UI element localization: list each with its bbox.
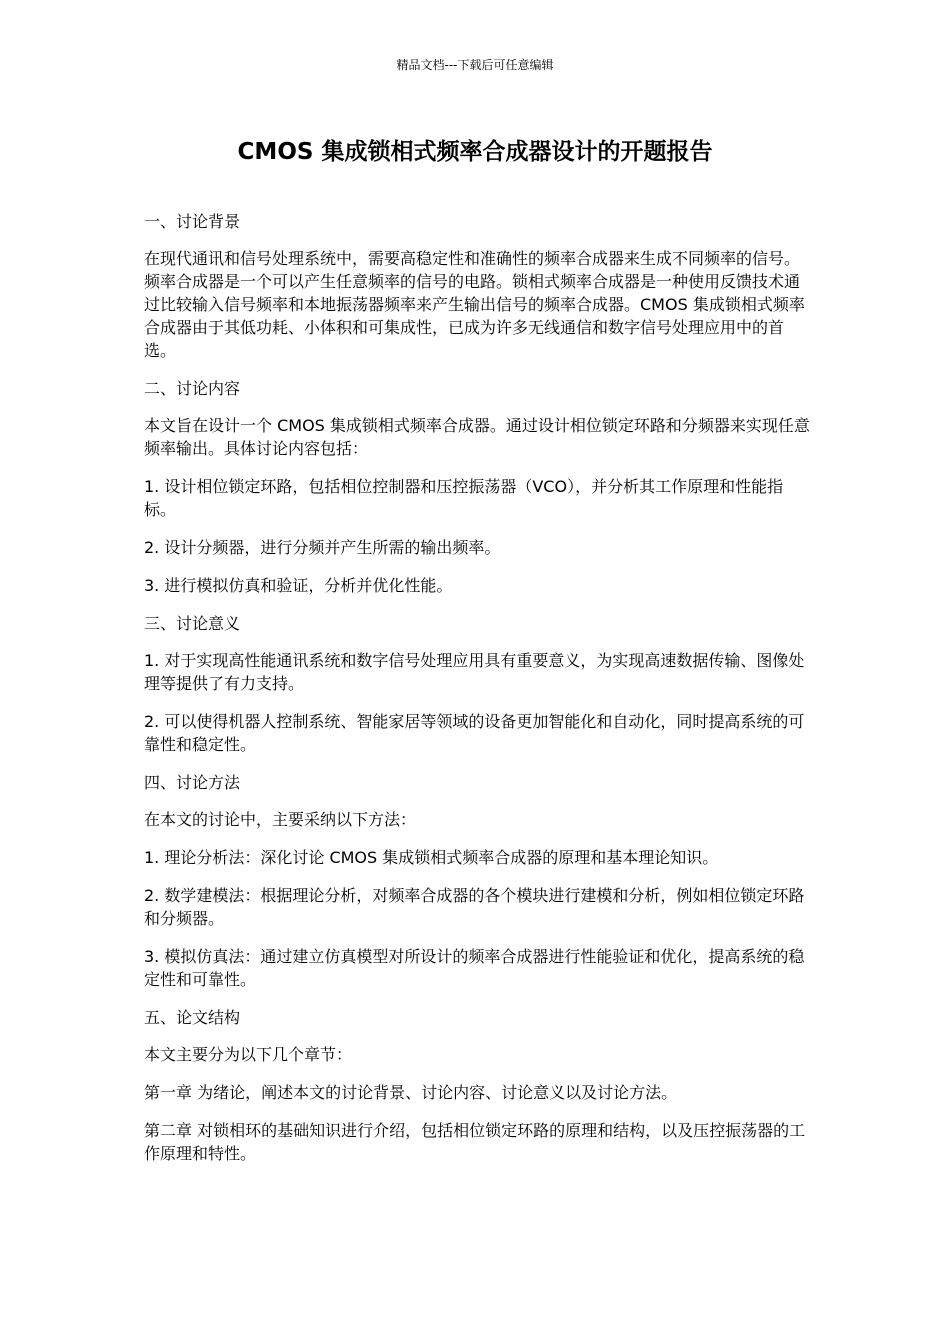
paragraph-structure-chapter-1: 第一章 为绪论，阐述本文的讨论背景、讨论内容、讨论意义以及讨论方法。	[144, 1083, 678, 1102]
paragraph-content-item-1: 1. 设计相位锁定环路，包括相位控制器和压控振荡器（VCO），并分析其工作原理和性能指标。	[144, 477, 784, 519]
section-heading-significance: 三、讨论意义	[144, 614, 241, 633]
paragraph-significance-item-1: 1. 对于实现高性能通讯系统和数字信号处理应用具有重要意义，为实现高速数据传输、图像处理等提供了有力支持。	[144, 651, 805, 693]
document-body	[144, 210, 810, 1180]
paragraph-content-item-2: 2. 设计分频器，进行分频并产生所需的输出频率。	[144, 538, 501, 557]
paragraph-methods-intro: 在本文的讨论中，主要采纳以下方法：	[144, 810, 417, 829]
paragraph-structure-intro: 本文主要分为以下几个章节：	[144, 1045, 353, 1064]
section-heading-background: 一、讨论背景	[144, 212, 241, 231]
document-title: CMOS 集成锁相式频率合成器设计的开题报告	[237, 139, 713, 165]
paragraph-background: 在现代通讯和信号处理系统中，需要高稳定性和准确性的频率合成器来生成不同频率的信号。频率合成器是一个可以产生任意频率的信号的电路。锁相式频率合成器是一种使用反馈技术通过比较输入信号频率和本地振荡器频率来产生输出信号的频率合成器。CMOS 集成锁相式频率合成器由于其低功耗、小体积和可集成性，已成为许多无线通信和数字信号处理应用中的首选。	[144, 249, 805, 360]
section-heading-methods: 四、讨论方法	[144, 773, 241, 792]
paragraph-structure-chapter-2: 第二章 对锁相环的基础知识进行介绍，包括相位锁定环路的原理和结构，以及压控振荡器的工作原理和特性。	[144, 1121, 806, 1163]
paragraph-significance-item-2: 2. 可以使得机器人控制系统、智能家居等领域的设备更加智能化和自动化，同时提高系统的可靠性和稳定性。	[144, 712, 805, 754]
section-heading-structure: 五、论文结构	[144, 1008, 241, 1027]
paragraph-content-item-3: 3. 进行模拟仿真和验证，分析并优化性能。	[144, 576, 453, 595]
paragraph-methods-item-3: 3. 模拟仿真法：通过建立仿真模型对所设计的频率合成器进行性能验证和优化，提高系统的稳定性和可靠性。	[144, 947, 805, 989]
paragraph-methods-item-2: 2. 数学建模法：根据理论分析，对频率合成器的各个模块进行建模和分析，例如相位锁定环路和分频器。	[144, 886, 805, 928]
paragraph-methods-item-1: 1. 理论分析法：深化讨论 CMOS 集成锁相式频率合成器的原理和基本理论知识。	[144, 848, 719, 867]
page-header: 精品文档---下载后可任意编辑	[396, 58, 554, 72]
paragraph-content-intro: 本文旨在设计一个 CMOS 集成锁相式频率合成器。通过设计相位锁定环路和分频器来实现任意频率输出。具体讨论内容包括：	[144, 416, 810, 458]
section-heading-content: 二、讨论内容	[144, 379, 241, 398]
